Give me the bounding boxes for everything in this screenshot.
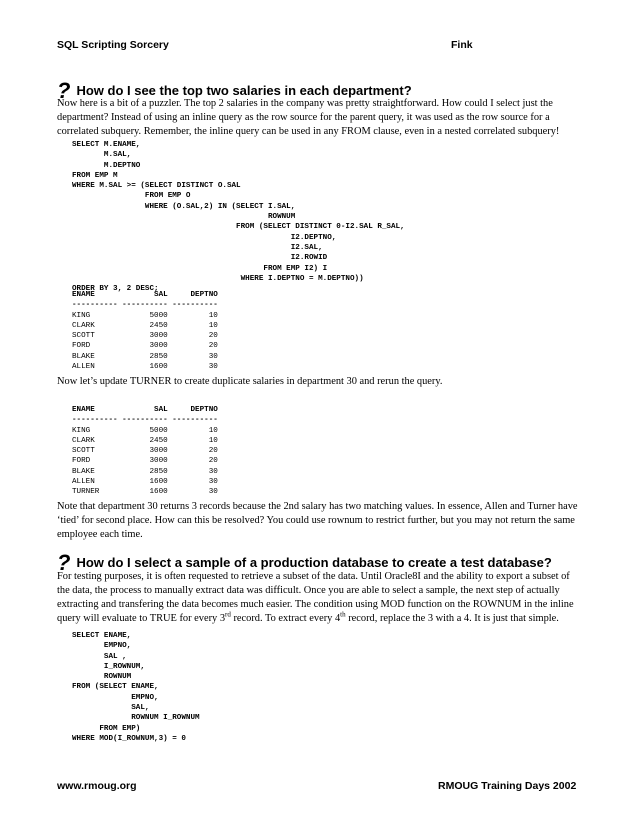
superscript-rd: rd [225, 610, 231, 619]
footer-event: RMOUG Training Days 2002 [438, 780, 577, 792]
running-header-title: SQL Scripting Sorcery [57, 39, 169, 51]
result-table-2 [72, 405, 218, 498]
result-table-1-rule: ---------- ---------- ---------- [72, 301, 218, 310]
code-block-top-salaries: SELECT M.ENAME, M.SAL, M.DEPTNO FROM EMP M WHERE M.SAL >= (SELECT DISTINCT O.SAL FROM EMP O WHERE (O.SAL,2) IN (SELECT I.SAL, ROWNUM FROM (SELECT DISTINCT 0-I2.SAL R_SAL, I2.DEPTNO, I2.SAL, I2.ROWID FROM EMP I2) I WHERE I.DEPTNO = M.DEPTNO)) ORDER BY 3, 2 DESC; [72, 141, 405, 294]
result-table-2-rule: ---------- ---------- ---------- [72, 416, 218, 425]
result-table-2-header: ENAME SAL DEPTNO [72, 406, 218, 414]
code-block-sample-select: SELECT ENAME, EMPNO, SAL , I_ROWNUM, ROWNUM FROM (SELECT ENAME, EMPNO, SAL, ROWNUM I_ROWNUM FROM EMP) WHERE MOD(I_ROWNUM,3) = 0 [72, 632, 200, 743]
superscript-th: th [340, 610, 346, 619]
question-title-1: How do I see the top two salaries in each department? [76, 83, 412, 98]
footer-url: www.rmoug.org [57, 780, 137, 792]
question-mark-icon: ? [57, 550, 71, 575]
running-header-author: Fink [451, 39, 473, 51]
paragraph-sample-part-1: For testing purposes, it is often requested to retrieve a subset of the data. Until Oracle8I and the ability to export a subset of the data, the process to manually extract data was difficult. Once you are able to select a sample, the next step of actually extracting and transfering the data becomes much easier. The condition using MOD function on the ROWNUM in the inline query will evaluate to TRUE for every 3 [57, 571, 574, 624]
result-table-1-header: ENAME SAL DEPTNO [72, 291, 218, 299]
paragraph-sample-part-2: record. To extract every 4 [230, 613, 341, 624]
paragraph-update-turner: Now let’s update TURNER to create duplicate salaries in department 30 and rerun the query. [57, 376, 443, 387]
paragraph-sample-database [57, 570, 585, 626]
result-table-1-rows: KING 5000 10 CLARK 2450 10 SCOTT 3000 20 FORD 3000 20 BLAKE 2850 30 ALLEN 1600 30 [72, 311, 218, 372]
paragraph-intro-1: Now here is a bit of a puzzler. The top 2 salaries in the company was pretty straightforward. How could I select just the department? Instead of using an inline query as the row source for the parent query, it was used as the row source for a correlated subquery. Remember, the inline query can be used in any FROM clause, even in a nested correlated subquery! [57, 98, 560, 137]
result-table-2-rows: KING 5000 10 CLARK 2450 10 SCOTT 3000 20 FORD 3000 20 BLAKE 2850 30 ALLEN 1600 30 TURNER 1600 30 [72, 426, 218, 497]
question-mark-icon: ? [57, 78, 71, 103]
question-title-2: How do I select a sample of a production database to create a test database? [76, 555, 552, 570]
paragraph-duplicate-note: Note that department 30 returns 3 records because the 2nd salary has two matching values. In essence, Allen and Turner have ‘tied’ for second place. How can this be resolved? You could use rownum to restrict further, but you may not return the same employee each time. [57, 501, 578, 540]
paragraph-sample-part-3: record, replace the 3 with a 4. It is just that simple. [345, 613, 559, 624]
result-table-1 [72, 290, 218, 372]
